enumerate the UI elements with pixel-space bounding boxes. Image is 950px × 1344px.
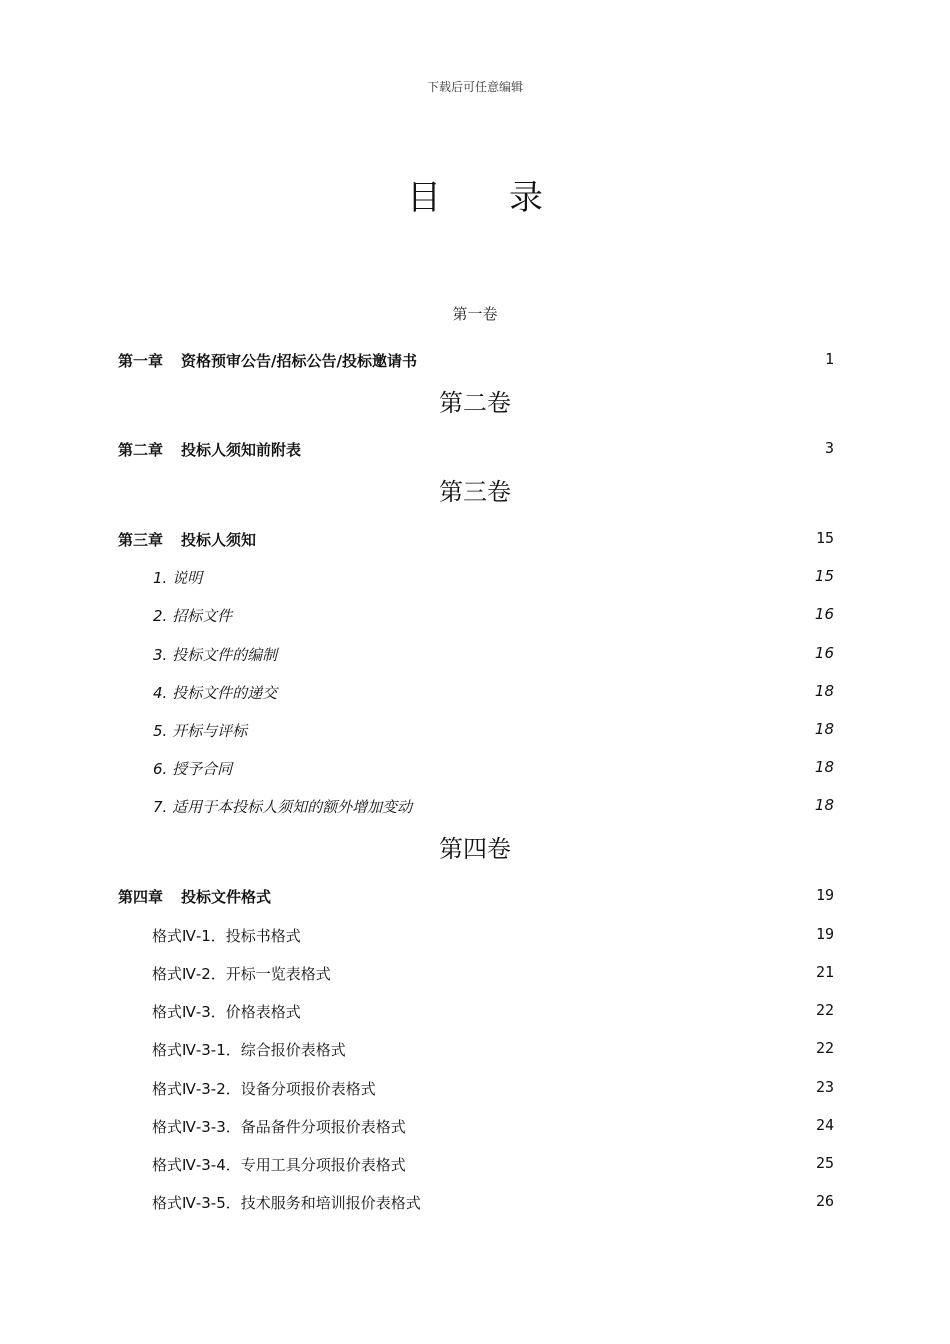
format-label: 格式Ⅳ-3-1．综合报价表格式 <box>152 1041 346 1059</box>
toc-format[interactable] <box>118 1154 834 1176</box>
toc-format[interactable] <box>118 963 834 985</box>
page-number: 1 <box>824 350 834 368</box>
page-number: 18 <box>814 682 834 700</box>
section-label: 3. 投标文件的编制 <box>153 646 278 664</box>
page-title: 目录 <box>407 178 611 218</box>
volume-heading-1: 第一卷 <box>452 305 498 323</box>
format-label: 格式Ⅳ-3．价格表格式 <box>152 1003 301 1021</box>
volume-heading-4: 第四卷 <box>439 835 511 863</box>
page-number: 23 <box>815 1078 834 1096</box>
toc-chapter-3[interactable] <box>118 529 834 551</box>
format-label: 格式Ⅳ-1．投标书格式 <box>152 927 301 945</box>
format-label: 格式Ⅳ-3-5．技术服务和培训报价表格式 <box>152 1194 421 1212</box>
chapter-label: 第三章 投标人须知 <box>118 531 257 549</box>
format-label: 格式Ⅳ-3-2．设备分项报价表格式 <box>152 1080 376 1098</box>
toc-format[interactable] <box>118 1116 834 1138</box>
format-label: 格式Ⅳ-3-3．备品备件分项报价表格式 <box>152 1118 406 1136</box>
page-number: 25 <box>815 1154 834 1172</box>
toc-chapter-2[interactable] <box>118 439 834 461</box>
toc-format[interactable] <box>118 1039 834 1061</box>
page-number: 26 <box>815 1192 834 1210</box>
section-label: 1. 说明 <box>153 569 203 587</box>
toc-chapter-1[interactable] <box>118 350 834 372</box>
toc-format[interactable] <box>118 1078 834 1100</box>
header-note: 下载后可任意编辑 <box>426 80 523 94</box>
volume-heading-2: 第二卷 <box>439 389 511 417</box>
toc-format[interactable] <box>118 925 834 947</box>
toc-section[interactable] <box>118 682 834 704</box>
toc-section[interactable] <box>118 605 834 627</box>
format-label: 格式Ⅳ-3-4．专用工具分项报价表格式 <box>152 1156 406 1174</box>
page-number: 16 <box>814 605 834 623</box>
section-label: 5. 开标与评标 <box>153 722 248 740</box>
toc-section[interactable] <box>118 644 834 666</box>
toc-format[interactable] <box>118 1001 834 1023</box>
chapter-label: 第四章 投标文件格式 <box>118 888 272 906</box>
toc-section[interactable] <box>118 796 834 818</box>
page-number: 24 <box>815 1116 834 1134</box>
page-number: 18 <box>814 796 834 814</box>
toc-section[interactable] <box>118 758 834 780</box>
toc-section[interactable] <box>118 567 834 589</box>
section-label: 2. 招标文件 <box>153 607 233 625</box>
toc-chapter-4[interactable] <box>118 886 834 908</box>
page-number: 15 <box>815 529 834 547</box>
page-number: 19 <box>815 886 834 904</box>
page-number: 16 <box>814 644 834 662</box>
page-number: 3 <box>824 439 834 457</box>
toc-format[interactable] <box>118 1192 834 1214</box>
page-number: 22 <box>815 1001 834 1019</box>
chapter-label: 第一章 资格预审公告/招标公告/投标邀请书 <box>118 352 417 370</box>
section-label: 4. 投标文件的递交 <box>153 684 278 702</box>
page-number: 22 <box>815 1039 834 1057</box>
chapter-label: 第二章 投标人须知前附表 <box>118 441 302 459</box>
toc-section[interactable] <box>118 720 834 742</box>
section-label: 6. 授予合同 <box>153 760 233 778</box>
format-label: 格式Ⅳ-2．开标一览表格式 <box>152 965 331 983</box>
volume-heading-3: 第三卷 <box>439 478 511 506</box>
page-number: 18 <box>814 720 834 738</box>
section-label: 7. 适用于本投标人须知的额外增加变动 <box>153 798 413 816</box>
page-number: 15 <box>814 567 834 585</box>
page-number: 21 <box>815 963 834 981</box>
page-number: 18 <box>814 758 834 776</box>
page-number: 19 <box>815 925 834 943</box>
